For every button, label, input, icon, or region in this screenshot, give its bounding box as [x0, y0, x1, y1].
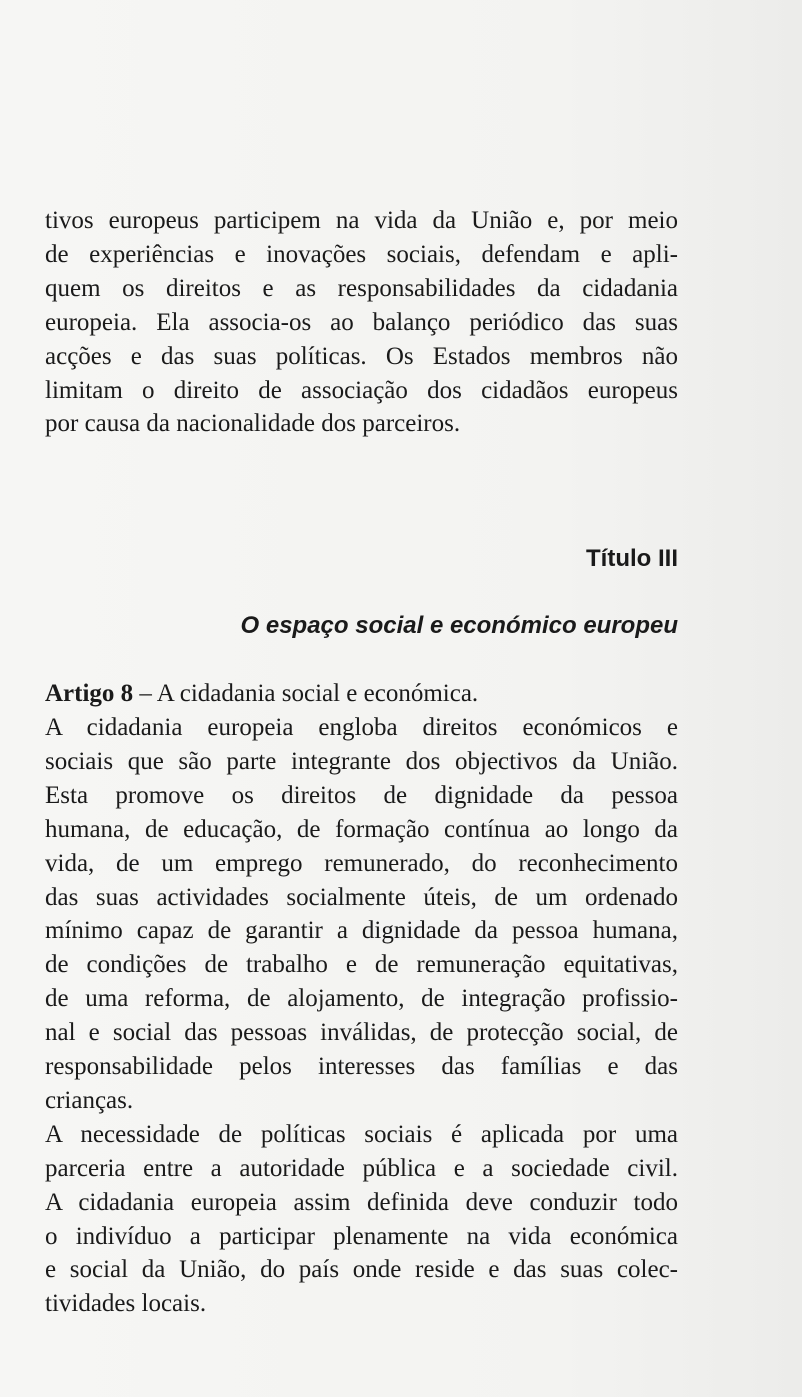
text-line: vida, de um emprego remunerado, do reconhecimento: [45, 849, 678, 877]
text-line: parceria entre a autoridade pública e a sociedade civil.: [45, 1154, 678, 1182]
article-heading: [45, 677, 678, 711]
text-line: de condições de trabalho e de remuneração equitativas,: [45, 951, 678, 979]
text-line: responsabilidade pelos interesses das famílias e das: [45, 1053, 678, 1080]
text-line: acções e das suas políticas. Os Estados membros não: [45, 342, 678, 370]
text-line: quem os direitos e as responsabilidades da cidadania: [45, 274, 678, 302]
text-line: limitam o direito de associação dos cidadãos europeus: [45, 376, 678, 404]
article-label: Artigo 8: [45, 680, 134, 707]
text-line: sociais que são parte integrante dos objectivos da União.: [45, 747, 678, 775]
text-line: de experiências e inovações sociais, defendam e apli-: [45, 240, 678, 268]
text-line: A necessidade de políticas sociais é aplicada por uma: [45, 1120, 678, 1148]
section-title: Título III: [586, 545, 678, 572]
text-line: A cidadania europeia engloba direitos económicos e: [45, 714, 678, 741]
text-line: mínimo capaz de garantir a dignidade da pessoa humana,: [45, 917, 678, 945]
text-line: A cidadania europeia assim definida deve conduzir todo: [45, 1188, 678, 1216]
text-line: tivos europeus participem na vida da União e, por meio: [45, 207, 678, 234]
text-line: crianças.: [45, 1086, 134, 1114]
text-line: e social da União, do país onde reside e das suas colec-: [45, 1256, 678, 1284]
article-heading-text: – A cidadania social e económica.: [133, 680, 479, 707]
text-line: nal e social das pessoas inválidas, de protecção social, de: [45, 1019, 678, 1047]
text-line: humana, de educação, de formação contínua ao longo da: [45, 815, 678, 843]
text-line: tividades locais.: [45, 1290, 207, 1318]
text-line: por causa da nacionalidade dos parceiros.: [45, 410, 461, 438]
text-line: europeia. Ela associa-os ao balanço periódico das suas: [45, 308, 678, 336]
text-line: de uma reforma, de alojamento, de integração profissio-: [45, 985, 678, 1013]
text-line: o indivíduo a participar plenamente na vida económica: [45, 1222, 678, 1250]
section-subtitle: O espaço social e económico europeu: [240, 612, 678, 639]
text-line: Esta promove os direitos de dignidade da pessoa: [45, 781, 678, 809]
text-line: das suas actividades socialmente úteis, de um ordenado: [45, 883, 678, 911]
